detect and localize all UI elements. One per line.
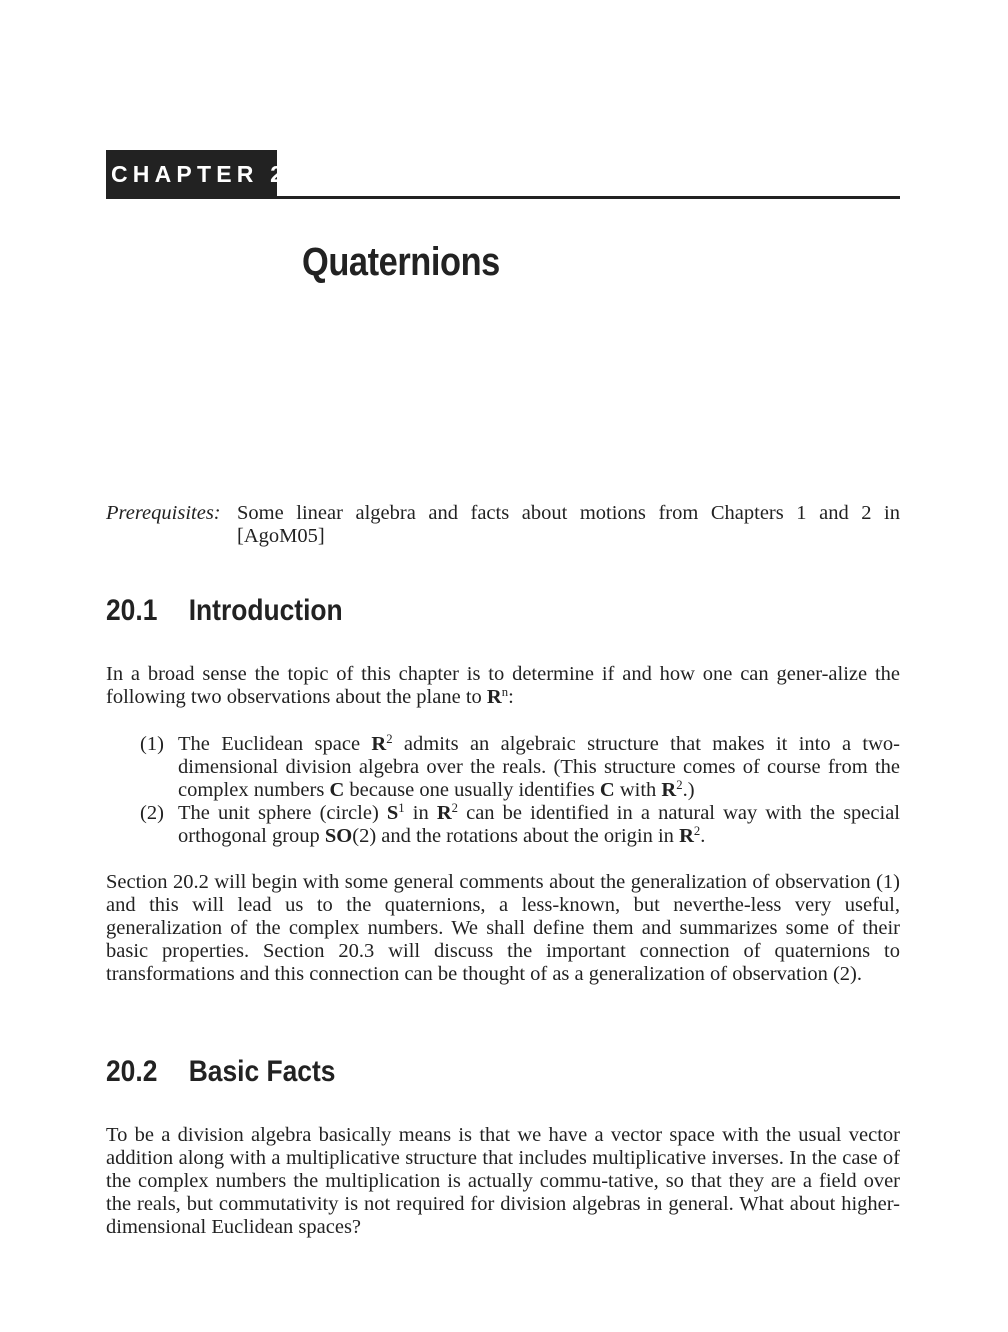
text-run: because one usually identifies [344,779,600,801]
section-title: Basic Facts [188,1055,336,1088]
section-overview-paragraph: Section 20.2 will begin with some general comments about the generalization of observation (1) and this will lead us to the quaternions, a less-known, but neverthe-less very useful, generalization of the complex numbers. We shall define them and summarizes some of their basic properties. Section 20.3 will discuss the important connection of quaternions to transformations and this connection can be thought of as a generalization of observation (2). [106,871,900,985]
list-marker: (2) [140,802,164,824]
math-superscript: 2 [693,824,701,839]
text-run: with [614,779,662,801]
math-symbol: R [371,733,387,755]
text-run: in [404,802,437,824]
math-superscript: n [501,685,509,700]
text-run: In a broad sense the topic of this chapter is to determine if and how one can gener-alize the following two observations about the plane to [106,663,900,708]
section-title: Introduction [188,594,343,627]
math-symbol: C [329,779,345,801]
math-symbol: S [386,802,399,824]
section-number: 20.2 [106,1055,158,1088]
section-heading-introduction [106,594,343,628]
chapter-label: CHAPTER 20 [106,150,277,199]
chapter-header [106,150,900,199]
math-symbol: R [679,825,694,847]
math-symbol: R [661,779,677,801]
text-run: The unit sphere (circle) [178,802,387,824]
section-number: 20.1 [106,594,158,627]
section-heading-basic-facts [106,1055,335,1089]
prerequisites-text: Some linear algebra and facts about motions from Chapters 1 and 2 in [AgoM05] [237,502,900,547]
prerequisites-label: Prerequisites: [106,502,221,524]
text-run: . [700,825,706,847]
list-marker: (1) [140,733,164,755]
list-item [140,802,900,848]
math-superscript: 2 [386,732,393,747]
text-run: can be identified in a natural way with the special orthogonal group [178,802,900,847]
math-symbol: R [436,802,452,824]
text-run: admits an algebraic structure that makes it into a two-dimensional division algebra over the reals. (This structure comes of course from the complex numbers [178,733,900,801]
basic-facts-paragraph: To be a division algebra basically means is that we have a vector space with the usual vector addition along with a multiplicative structure that includes multiplicative inverses. In the case of the complex numbers the multiplication is actually commu-tative, so that they are a field over the reals, but commutativity is not required for division algebras in general. What about higher-dimensional Euclidean spaces? [106,1124,900,1238]
prerequisites [106,502,900,548]
math-symbol: C [599,779,615,801]
math-symbol: SO [324,825,353,847]
observations-list [140,733,900,848]
math-superscript: 2 [676,778,683,793]
text-run: : [508,686,514,708]
text-run: The Euclidean space [178,733,372,755]
text-run: .) [682,779,695,801]
chapter-title: Quaternions [302,240,500,284]
list-item [140,733,900,802]
math-superscript: 1 [398,801,405,816]
intro-paragraph [106,663,900,709]
text-run: (2) and the rotations about the origin in [352,825,680,847]
math-superscript: 2 [451,801,458,816]
math-symbol: R [486,686,502,708]
